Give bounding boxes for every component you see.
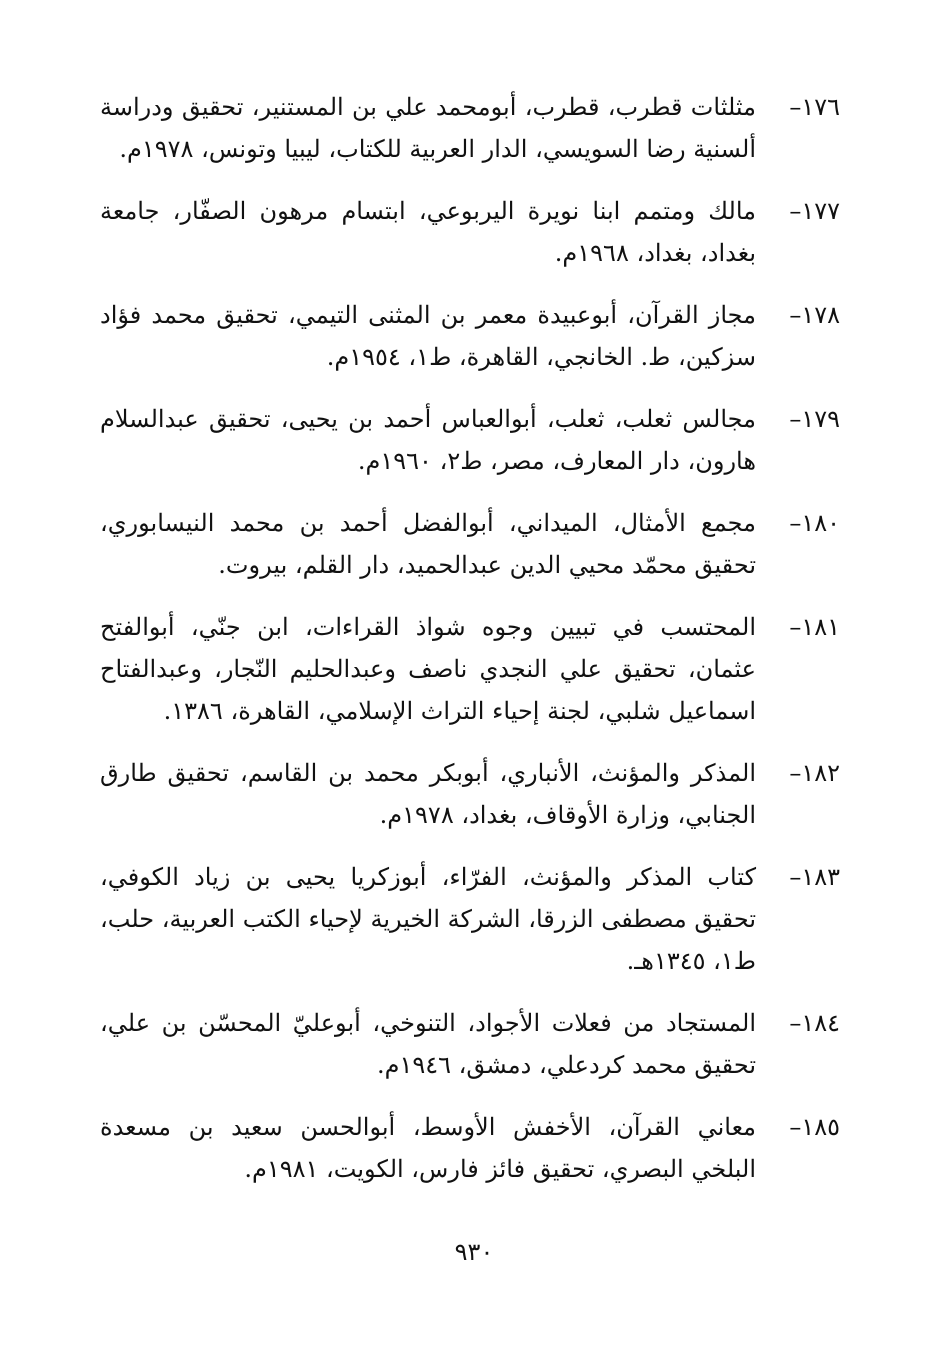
- bibliography-entry: [100, 190, 840, 274]
- entry-number: ١٧٩–: [789, 405, 840, 433]
- bibliography-entry: [100, 1002, 840, 1086]
- bibliography-entry: [100, 398, 840, 482]
- bibliography-entry: [100, 294, 840, 378]
- entry-number: ١٨٣–: [789, 863, 840, 891]
- entry-number: ١٧٨–: [789, 301, 840, 329]
- entry-text: مجاز القرآن، أبوعبيدة معمر بن المثنى التيمي، تحقيق محمد فؤاد سزكين، ط. الخانجي، القاهرة، ط١، ١٩٥٤م.: [100, 301, 756, 371]
- entry-number: ١٨١–: [789, 613, 840, 641]
- page-number: ٩٣٠: [454, 1238, 494, 1266]
- entry-text: مجالس ثعلب، ثعلب، أبوالعباس أحمد بن يحيى، تحقيق عبدالسلام هارون، دار المعارف، مصر، ط٢، ١٩٦٠م.: [100, 405, 756, 475]
- entry-number: ١٨٥–: [789, 1113, 840, 1141]
- entry-number: ١٨٢–: [789, 759, 840, 787]
- entry-number: ١٧٦–: [789, 93, 840, 121]
- entry-text: المحتسب في تبيين وجوه شواذ القراءات، ابن جنّي، أبوالفتح عثمان، تحقيق علي النجدي ناصف وعبدالحليم النّجار، وعبدالفتاح اسماعيل شلبي، لجنة إحياء التراث الإسلامي، القاهرة، ١٣٨٦.: [100, 613, 756, 725]
- entry-text: معاني القرآن، الأخفش الأوسط، أبوالحسن سعيد بن مسعدة البلخي البصري، تحقيق فائز فارس، الكويت، ١٩٨١م.: [100, 1113, 756, 1183]
- bibliography-entry: [100, 502, 840, 586]
- bibliography-entry: [100, 1106, 840, 1190]
- entry-number: ١٨٤–: [789, 1009, 840, 1037]
- entry-text: مجمع الأمثال، الميداني، أبوالفضل أحمد بن محمد النيسابوري، تحقيق محمّد محيي الدين عبدالحميد، دار القلم، بيروت.: [100, 509, 756, 579]
- entry-text: المستجاد من فعلات الأجواد، التنوخي، أبوعليّ المحسّن بن علي، تحقيق محمد كردعلي، دمشق، ١٩٤٦م.: [100, 1009, 756, 1079]
- entry-text: مثلثات قطرب، قطرب، أبومحمد علي بن المستنير، تحقيق ودراسة ألسنية رضا السويسي، الدار العربية للكتاب، ليبيا وتونس، ١٩٧٨م.: [100, 93, 756, 163]
- bibliography-entry: [100, 752, 840, 836]
- entry-number: ١٧٧–: [789, 197, 840, 225]
- entry-text: كتاب المذكر والمؤنث، الفرّاء، أبوزكريا يحيى بن زياد الكوفي، تحقيق مصطفى الزرقا، الشركة الخيرية لإحياء الكتب العربية، حلب، ط١، ١٣٤٥هـ.: [100, 863, 756, 975]
- entry-text: مالك ومتمم ابنا نويرة اليربوعي، ابتسام مرهون الصفّار، جامعة بغداد، بغداد، ١٩٦٨م.: [100, 197, 756, 267]
- bibliography-entry: [100, 86, 840, 170]
- bibliography-entry: [100, 606, 840, 732]
- bibliography-entry: [100, 856, 840, 982]
- entry-text: المذكر والمؤنث، الأنباري، أبوبكر محمد بن القاسم، تحقيق طارق الجنابي، وزارة الأوقاف، بغداد، ١٩٧٨م.: [100, 759, 756, 829]
- entry-number: ١٨٠–: [789, 509, 840, 537]
- bibliography-list: [100, 86, 840, 1210]
